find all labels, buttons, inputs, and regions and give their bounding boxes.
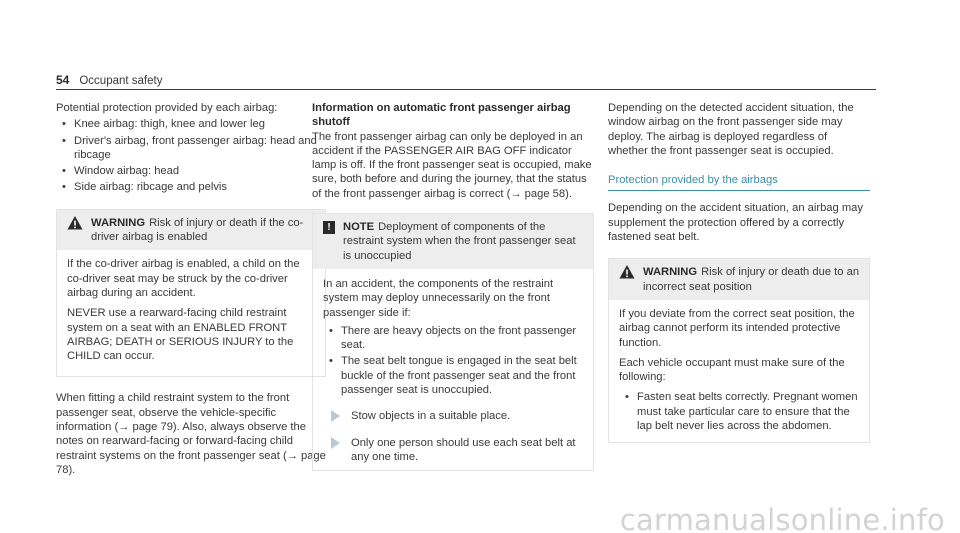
note-header: [313, 214, 593, 269]
warning-body: [57, 250, 325, 376]
protection-paragraph: Depending on the accident situation, an airbag may supplement the protection offered by a correctly fastened seat belt.: [608, 202, 863, 244]
list-item: • There are heavy objects on the front passenger seat.: [323, 324, 583, 353]
column-middle: [312, 101, 594, 471]
warning-list: [619, 390, 859, 433]
note-title: Deployment of components of the restraint system when the front passenger seat is unoccupied: [343, 221, 576, 262]
step-text: Stow objects in a suitable place.: [351, 410, 511, 423]
warning-paragraph: If the co-driver airbag is enabled, a child on the co-driver seat may be struck by the co-driver airbag during an accident.: [67, 258, 300, 299]
note-paragraph: In an accident, the components of the restraint system may deploy unnecessarily on the front passenger side if:: [323, 277, 554, 319]
warning-triangle-icon: [619, 264, 635, 280]
exclamation-icon: !: [323, 221, 335, 234]
warning-box-seat-position: [608, 258, 870, 443]
note-body: [313, 269, 593, 470]
note-box: [312, 213, 594, 471]
list-item: • Driver's airbag, front passenger airbag: head and ribcage: [56, 134, 326, 163]
page-header: [56, 73, 162, 88]
note-list: [323, 324, 583, 397]
header-divider: [56, 89, 876, 90]
list-item: • The seat belt tongue is engaged in the seat belt buckle of the front passenger seat and the front passenger seat is unoccupied.: [323, 354, 583, 397]
subsection-heading-protection: Protection provided by the airbags: [608, 173, 870, 191]
list-item: • Fasten seat belts correctly. Pregnant women must take particular care to ensure that the lap belt never lies across the abdomen.: [619, 390, 859, 433]
warning-keyword: WARNING: [643, 266, 698, 279]
window-airbag-paragraph: Depending on the detected accident situation, the window airbag on the front passenger side may deploy. The airbag is deployed regardless of whether the front passenger seat is occupied.: [608, 102, 854, 157]
subsection-heading: Information on automatic front passenger airbag shutoff: [312, 102, 571, 129]
intro-text: Potential protection provided by each airbag:: [56, 102, 278, 114]
column-right: [608, 101, 870, 443]
warning-paragraph: If you deviate from the correct seat position, the airbag cannot perform its intended protective function.: [619, 307, 855, 349]
step-text: Only one person should use each seat belt at any one time.: [351, 436, 576, 463]
warning-triangle-icon: [67, 215, 83, 231]
warning-paragraph: Each vehicle occupant must make sure of the following:: [619, 356, 845, 384]
list-item: • Side airbag: ribcage and pelvis: [56, 180, 326, 194]
watermark: carmanualsonline.info: [619, 502, 945, 533]
list-item: • Knee airbag: thigh, knee and lower leg: [56, 117, 326, 131]
page-number: 54: [56, 73, 70, 87]
warning-paragraph: NEVER use a rearward-facing child restraint system on a seat with an ENABLED FRONT AIRBAG; DEATH or SERIOUS INJURY to the CHILD can occur.: [67, 307, 294, 363]
warning-keyword: WARNING: [91, 216, 146, 229]
closing-paragraph: When fitting a child restraint system to the front passenger seat, observe the vehicle-specific information (→ page 79). Also, always observe the notes on rearward-facing or forward-facing child restraint systems on the front passenger seat (→ page 78).: [56, 392, 326, 476]
section-title: Occupant safety: [79, 75, 163, 87]
warning-header: [57, 210, 325, 251]
step-arrow-icon: [331, 410, 341, 422]
shutoff-paragraph: The front passenger airbag can only be deployed in an accident if the PASSENGER AIR BAG OFF indicator lamp is off. If the front passenger seat is occupied, make sure, both before and during the journey, that the status of the front passenger airbag is correct (→ page 58).: [312, 130, 592, 200]
list-item: • Window airbag: head: [56, 164, 326, 178]
warning-title: Risk of injury or death if the co-driver airbag is enabled: [91, 216, 304, 244]
column-left: [56, 101, 326, 477]
instruction-step: [323, 409, 583, 423]
airbag-protection-list: [56, 117, 326, 194]
warning-box-co-driver: [56, 209, 326, 378]
warning-title: Risk of injury or death due to an incorrect seat position: [643, 266, 860, 293]
note-keyword: NOTE: [343, 221, 375, 234]
warning-header: [609, 259, 869, 300]
step-arrow-icon: [331, 437, 341, 449]
instruction-step: [323, 436, 583, 465]
warning-body: [609, 300, 869, 442]
